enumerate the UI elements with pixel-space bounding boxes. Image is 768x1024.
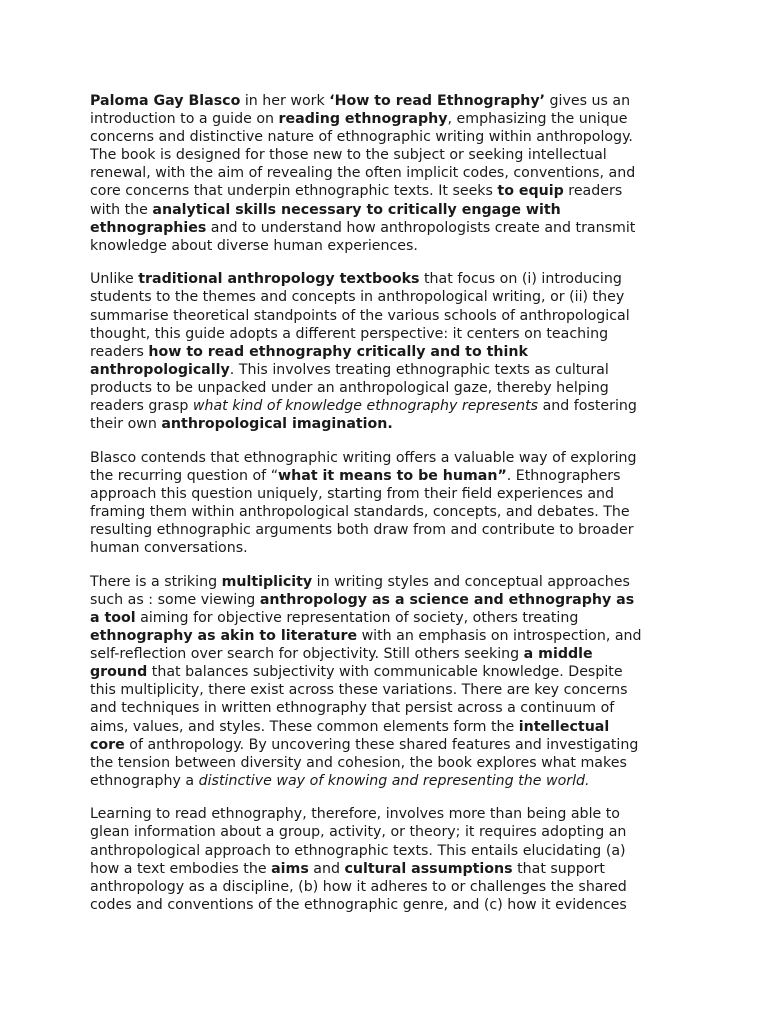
text-run: There is a striking xyxy=(90,573,222,590)
bold-text: aims xyxy=(271,860,309,877)
text-run: , emphasizing the unique concerns and distinctive nature of ethnographic writing within anthropology. The book is designed for those new to the subject or seeking intellectual renewal, with the aim of revealing the often implicit codes, conventions, and core concerns that underpin ethnographic texts. It seeks xyxy=(90,111,636,200)
paragraph-5 xyxy=(90,805,682,914)
text-run: of anthropology. By uncovering these shared features and investigating the tension between diversity and cohesion, the book explores what makes ethnography a xyxy=(90,736,639,789)
text-run: . This involves treating ethnographic texts as cultural products to be unpacked under an anthropological gaze, thereby helping readers grasp xyxy=(90,361,609,414)
text-run: that focus on (i) introducing students to the themes and concepts in anthropological writing, or (ii) they summarise theoretical standpoints of the various schools of anthropological thought, this guide adopts a different perspective: it centers on teaching readers xyxy=(90,271,630,360)
paragraph-4 xyxy=(90,573,682,790)
text-run: aiming for objective representation of society, others treating xyxy=(140,609,579,626)
text-run: that balances subjectivity with communicable knowledge. Despite this multiplicity, there exist across these variations. There are key concerns and techniques in written ethnography that persist across a continuum of aims, values, and styles. These common elements form the xyxy=(90,664,628,735)
paragraph-2 xyxy=(90,270,682,433)
text-run: and fostering their own xyxy=(90,398,637,433)
bold-text: cultural assumptions xyxy=(344,860,513,877)
bold-text: anthropology as a science and ethnography as a tool xyxy=(90,591,635,626)
text-run: Unlike xyxy=(90,271,139,288)
bold-text: ethnography as akin to literature xyxy=(90,628,358,645)
bold-text: traditional anthropology textbooks xyxy=(138,271,420,288)
paragraph-1 xyxy=(90,92,682,255)
bold-text: anthropological imagination. xyxy=(161,416,393,433)
text-run: Blasco contends that ethnographic writing offers a valuable way of exploring the recurring question of “ xyxy=(90,449,637,484)
italic-text: distinctive way of knowing and representing the world. xyxy=(198,772,590,789)
bold-text: what it means to be human” xyxy=(278,467,507,484)
text-run: with an emphasis on introspection, and self-reflection over search for objectivity. Still others seeking xyxy=(90,628,642,663)
paragraph-3 xyxy=(90,449,682,558)
text-run: readers with the xyxy=(90,183,623,218)
text-run: Learning to read ethnography, therefore, involves more than being able to glean information about a group, activity, or theory; it requires adopting an anthropological approach to ethnographic texts. This entails elucidating (a) how a text embodies the xyxy=(90,806,627,877)
text-run: that support anthropology as a discipline, (b) how it adheres to or challenges the shared codes and conventions of the ethnographic genre, and (c) how it evidences xyxy=(90,860,627,913)
text-run: gives us an introduction to a guide on xyxy=(90,93,631,128)
text-run: in writing styles and conceptual approaches such as : some viewing xyxy=(90,573,630,608)
bold-text: ‘How to read Ethnography’ xyxy=(329,93,546,109)
bold-text: Paloma Gay Blasco xyxy=(90,93,241,109)
bold-text: multiplicity xyxy=(221,573,313,590)
bold-text: intellectual core xyxy=(90,718,610,753)
italic-text: what kind of knowledge ethnography represents xyxy=(192,398,539,414)
document-page xyxy=(90,92,682,914)
text-run: and to understand how anthropologists create and transmit knowledge about diverse human experiences. xyxy=(90,219,636,254)
bold-text: to equip xyxy=(497,183,564,200)
text-run: and xyxy=(308,860,345,877)
bold-text: a middle ground xyxy=(90,646,593,681)
bold-text: analytical skills necessary to critically engage with ethnographies xyxy=(90,201,561,236)
bold-text: reading ethnography xyxy=(278,111,448,128)
text-run: in her work xyxy=(240,93,330,109)
bold-text: how to read ethnography critically and to think anthropologically xyxy=(90,343,528,378)
text-run: . Ethnographers approach this question uniquely, starting from their field experiences and framing them within anthropological standards, concepts, and debates. The resulting ethnographic arguments both draw from and contribute to broader human conversations. xyxy=(90,467,634,557)
